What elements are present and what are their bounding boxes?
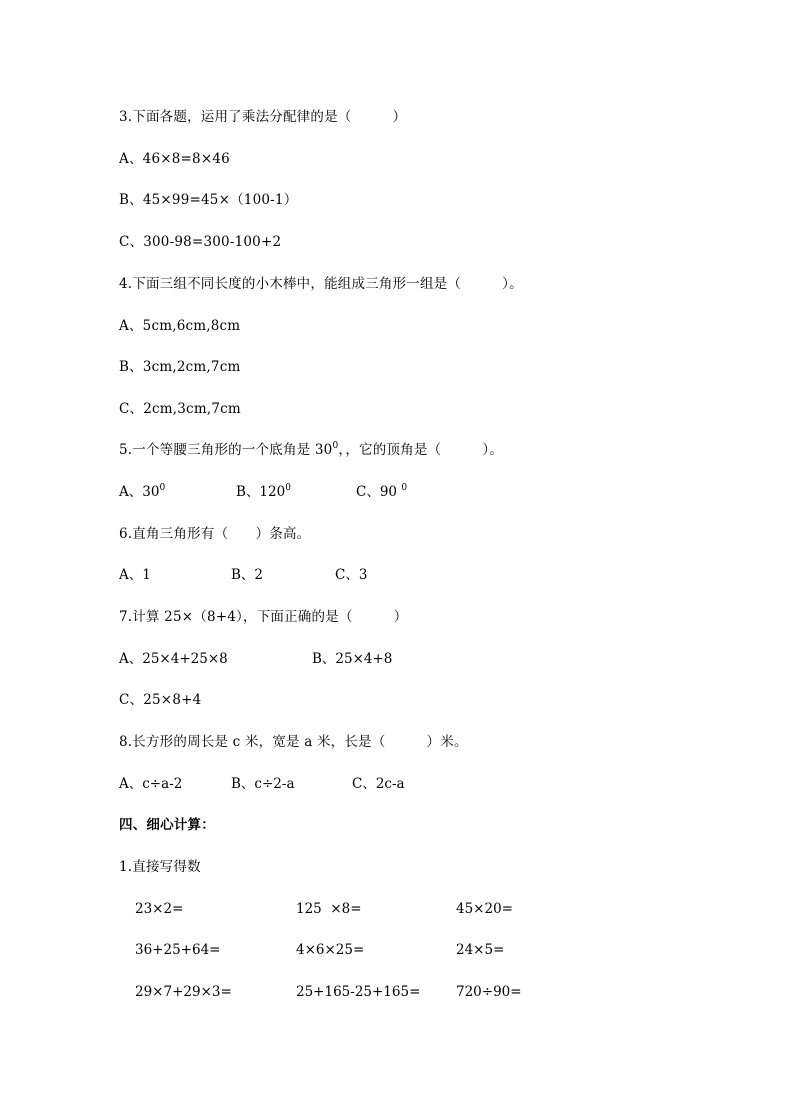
q3-option-a: A、46×8=8×46 [119, 151, 230, 167]
q5-stem [119, 441, 503, 459]
q8-stem: 8.长方形的周长是 c 米，宽是 a 米，长是（ ）米。 [119, 734, 468, 750]
calc-r1-c1: 23×2= [135, 901, 184, 917]
q7-option-c: C、25×8+4 [119, 692, 202, 708]
q4-stem: 4.下面三组不同长度的小木棒中，能组成三角形一组是（ ）。 [119, 276, 523, 292]
q7-option-b: B、25×4+8 [312, 651, 393, 667]
q8-option-b: B、c÷2-a [231, 776, 295, 792]
q5-option-c-degree: 0 [401, 483, 408, 493]
q3-option-c: C、300-98=300-100+2 [119, 234, 282, 250]
q5-stem-degree: 0 [332, 441, 339, 451]
q5-option-b [236, 483, 291, 501]
calc-r3-c3: 720÷90= [456, 984, 522, 1000]
calc-r3-c1: 29×7+29×3= [135, 984, 232, 1000]
q5-option-a-text: A、30 [119, 484, 160, 500]
calc-r2-c3: 24×5= [456, 942, 505, 958]
q4-option-a: A、5cm,6cm,8cm [119, 318, 241, 334]
calc-r1-c3: 45×20= [456, 901, 513, 917]
calc-r2-c2: 4×6×25= [296, 942, 365, 958]
q7-option-a: A、25×4+25×8 [119, 651, 228, 667]
q5-option-c [356, 483, 407, 501]
q5-option-c-text: C、90 [356, 484, 402, 500]
q5-option-b-degree: 0 [285, 483, 291, 493]
q3-option-b: B、45×99=45×（100-1） [119, 192, 298, 208]
calc-r3-c2: 25+165-25+165= [296, 984, 421, 1000]
q5-stem-post: ，，它的顶角是（ ）。 [338, 442, 503, 458]
q8-option-a: A、c÷a-2 [119, 776, 183, 792]
q5-stem-pre: 5.一个等腰三角形的一个底角是 30 [119, 442, 333, 458]
calc-r2-c1: 36+25+64= [135, 942, 221, 958]
q6-option-b: B、2 [231, 567, 264, 583]
q6-stem: 6.直角三角形有（ ）条高。 [119, 526, 311, 542]
q7-stem: 7.计算 25×（8+4），下面正确的是（ ） [119, 609, 408, 625]
q4-option-c: C、2cm,3cm,7cm [119, 401, 241, 417]
section-4-sub1: 1.直接写得数 [119, 859, 201, 875]
q4-option-b: B、3cm,2cm,7cm [119, 359, 241, 375]
calc-r1-c2: 125 ×8= [296, 901, 362, 917]
section-4-heading: 四、细心计算： [119, 817, 215, 833]
q6-option-a: A、1 [119, 567, 151, 583]
q8-option-c: C、2c-a [352, 776, 405, 792]
q6-option-c: C、3 [335, 567, 368, 583]
q5-option-a [119, 483, 165, 501]
q5-option-a-degree: 0 [159, 483, 166, 493]
q3-stem: 3.下面各题，运用了乘法分配律的是（ ） [119, 109, 407, 125]
q5-option-b-text: B、120 [236, 484, 286, 500]
